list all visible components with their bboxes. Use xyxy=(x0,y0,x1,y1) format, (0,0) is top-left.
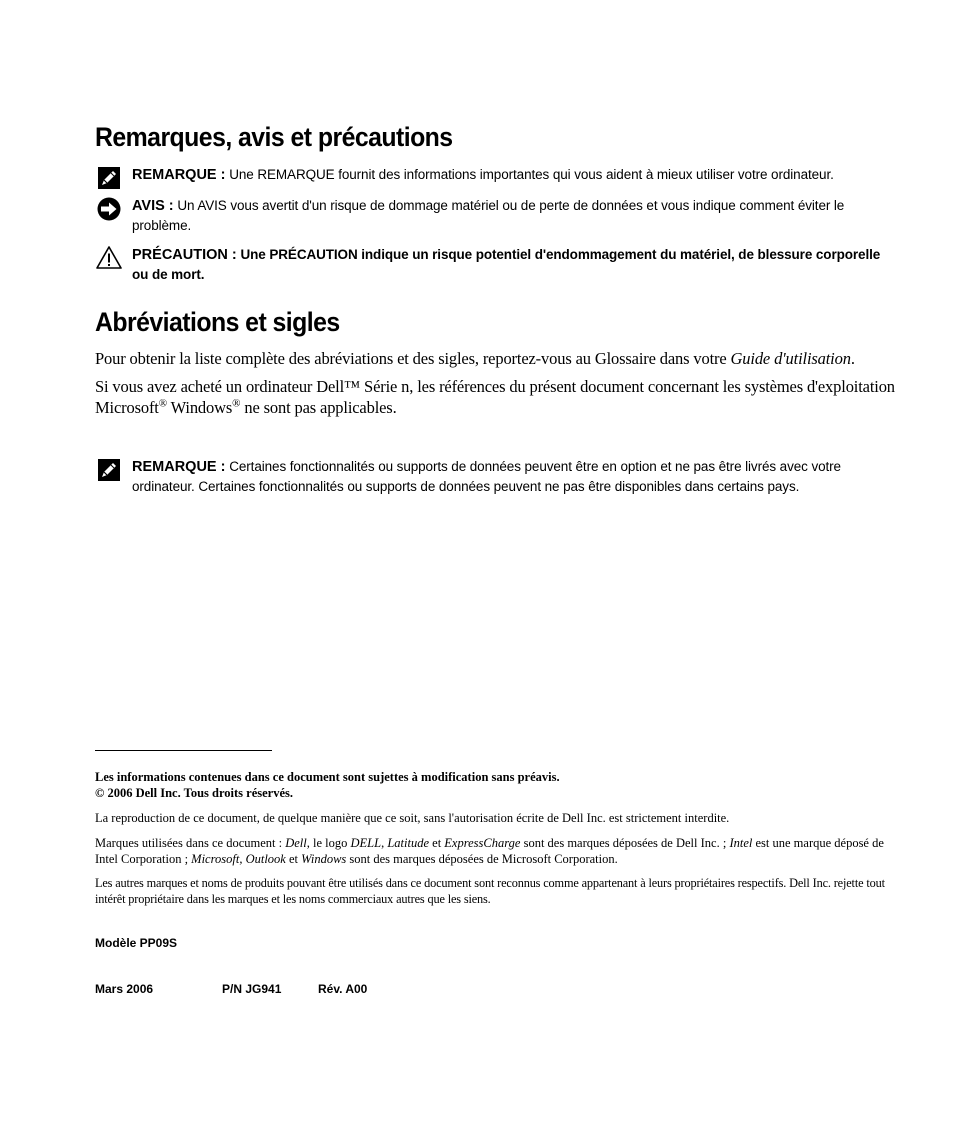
remarque-note-2 xyxy=(96,457,896,496)
note-pencil-icon xyxy=(96,165,122,191)
caution-triangle-icon xyxy=(96,245,122,271)
tm-text: , le logo xyxy=(306,836,351,850)
precaution-label: PRÉCAUTION : xyxy=(132,247,237,263)
copyright-line: © 2006 Dell Inc. Tous droits réservés. xyxy=(95,786,293,800)
notice-arrow-icon xyxy=(96,196,122,222)
precaution-text: Une PRÉCAUTION indique un risque potentiel d'endommagement du matériel, de blessure corporelle ou de mort. xyxy=(132,247,881,282)
part-number: P/N JG941 xyxy=(222,982,282,996)
registered-mark: ® xyxy=(232,397,241,410)
glossary-paragraph xyxy=(95,348,895,369)
other-marks-notice: Les autres marques et noms de produits pouvant être utilisés dans ce document sont reconnus comme appartenant à leurs propriétaires respectifs. Dell Inc. rejette tout intérêt propriétaire dans les marques et les noms commerciaux autres que les siens. xyxy=(95,876,885,906)
n-series-text-c: ne sont pas applicables. xyxy=(240,398,397,417)
n-series-text-a: Si vous avez acheté un ordinateur Dell™ Série n, les références du présent document concernant les systèmes d'exploitation Microsoft xyxy=(95,377,895,417)
tm-text: sont des marques déposées de Dell Inc. ; xyxy=(520,836,730,850)
tm-text: , xyxy=(381,836,388,850)
registered-mark: ® xyxy=(158,397,167,410)
model-number: Modèle PP09S xyxy=(95,936,178,950)
tm-text: Marques utilisées dans ce document : xyxy=(95,836,286,850)
remarque-label: REMARQUE : xyxy=(132,167,226,183)
guide-title: Guide d'utilisation xyxy=(730,349,851,368)
tm-text: sont des marques déposées de Microsoft Corporation. xyxy=(346,852,618,866)
notice-line-1: Les informations contenues dans ce document sont sujettes à modification sans préavis. xyxy=(95,770,560,784)
remarque2-label: REMARQUE : xyxy=(132,459,226,475)
glossary-period: . xyxy=(850,349,855,368)
section-title-abreviations: Abréviations et sigles xyxy=(95,307,340,337)
tm-name: Dell xyxy=(285,836,307,850)
tm-name: Microsoft, Outlook xyxy=(191,852,286,866)
note-pencil-icon xyxy=(96,457,122,483)
remarque-note xyxy=(96,165,896,185)
footer-divider xyxy=(95,750,272,751)
avis-label: AVIS : xyxy=(132,198,174,214)
tm-text: et xyxy=(429,836,445,850)
trademarks-notice xyxy=(95,835,895,867)
revision: Rév. A00 xyxy=(318,982,368,996)
tm-name: DELL xyxy=(350,836,382,850)
avis-note xyxy=(96,196,896,235)
section-title-remarques: Remarques, avis et précautions xyxy=(95,122,453,152)
n-series-text-b: Windows xyxy=(166,398,233,417)
tm-name: Intel xyxy=(729,836,753,850)
tm-name: Windows xyxy=(301,852,347,866)
dell-n-series-paragraph xyxy=(95,376,895,418)
precaution-note xyxy=(96,245,896,284)
remarque-text: Une REMARQUE fournit des informations importantes qui vous aident à mieux utiliser votre ordinateur. xyxy=(229,167,834,182)
tm-text: est une marque déposé de Intel Corporation ; xyxy=(95,836,884,866)
tm-name: Latitude xyxy=(387,836,430,850)
tm-name: ExpressCharge xyxy=(444,836,521,850)
glossary-text: Pour obtenir la liste complète des abréviations et des sigles, reportez-vous au Glossaire dans votre xyxy=(95,349,731,368)
avis-text: Un AVIS vous avertit d'un risque de dommage matériel ou de perte de données et vous indique comment éviter le problème. xyxy=(132,198,845,233)
reproduction-notice: La reproduction de ce document, de quelque manière que ce soit, sans l'autorisation écrite de Dell Inc. est strictement interdite. xyxy=(95,811,730,825)
notice-block xyxy=(95,769,895,801)
remarque2-text: Certaines fonctionnalités ou supports de données peuvent être en option et ne pas être livrés avec votre ordinateur. Certaines fonctionnalités ou supports de données peuvent ne pas être disponibles dans certains pays. xyxy=(132,459,841,494)
publication-date: Mars 2006 xyxy=(95,982,154,996)
tm-text: et xyxy=(285,852,302,866)
